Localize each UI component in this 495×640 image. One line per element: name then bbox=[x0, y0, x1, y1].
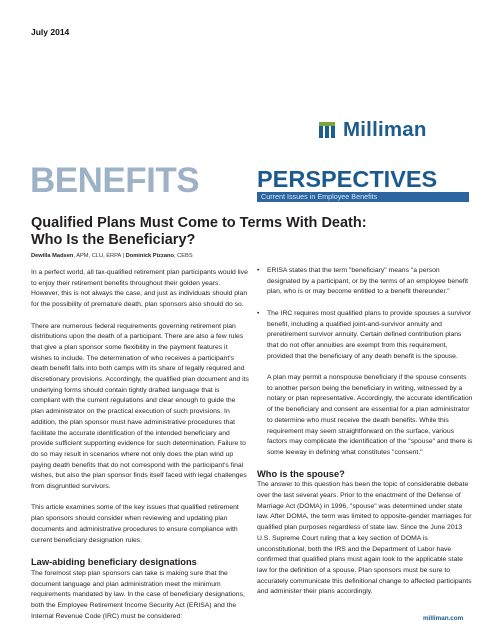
masthead-subtitle: Current Issues in Employee Benefits bbox=[261, 192, 378, 201]
masthead-perspectives: PERSPECTIVES bbox=[257, 166, 438, 192]
right-column bbox=[257, 266, 473, 609]
milliman-logo-icon bbox=[317, 118, 339, 140]
article-title-line1: Qualified Plans Must Come to Terms With Death: bbox=[31, 215, 367, 231]
paragraph: This article examines some of the key issues that qualified retirement plan sponsors should consider when reviewing and updating plan documents and administrative procedures to ensure compliance with current beneficiary designation rules. bbox=[31, 504, 239, 544]
article-title bbox=[31, 215, 471, 249]
bullet-text: ERISA states that the term "beneficiary" means "a person designated by a participant, or by the terms of an employee benefit plan, who is or may become entitled to a benefit thereunder." bbox=[267, 267, 469, 296]
bullet-icon: • bbox=[257, 309, 260, 317]
issue-date: July 2014 bbox=[31, 27, 70, 37]
author-1-name: Dewilla Madsen bbox=[31, 253, 74, 259]
author-2-credentials: , CEBS bbox=[173, 253, 193, 259]
author-2-name: Dominick Pizzano bbox=[125, 253, 174, 259]
bullet-item bbox=[257, 266, 473, 298]
paragraph: There are numerous federal requirements governing retirement plan distributions upon the death of a participant. There are also a few rules that give a plan sponsor some flexibility in the payment features it wishes to include. The determination of who receives a participant's death benefit falls into both camps with its share of legally required and discretionary provisions. Accordingly, the qualified plan document and its underlying forms should contain tightly drafted language that is compliant with the current regulations and clear enough to guide the plan administrator on the practical execution of such provisions. In addition, the plan sponsor must have administrative procedures that facilitate the accurate identification of the intended beneficiary and provide sufficient supporting evidence for such determination. Failure to do so may result in scenarios where not only does the plan wind up paying death benefits that do not correspond with the participant's final wishes, but also the plan sponsor finds itself faced with legal challenges from disgruntled survivors. bbox=[31, 322, 249, 491]
bullet-icon: • bbox=[257, 267, 260, 274]
article-title-line2: Who Is the Beneficiary? bbox=[31, 232, 196, 248]
bullet-text: The IRC requires most qualified plans to provide spouses a survivor benefit, including a qualified joint-and-survivor annuity and preretirement survivor annuity. Certain defined contribution plans that do not offer annuities are exempt from this requirement, provided that the beneficiary of any death benefit is the spouse. bbox=[267, 309, 472, 360]
left-column bbox=[31, 268, 249, 633]
footer-url[interactable]: milliman.com bbox=[423, 615, 464, 622]
paragraph: A plan may permit a nonspouse beneficiary if the spouse consents to another person being the beneficiary in writing, witnessed by a notary or plan representative. Accordingly, the accurate identification of the beneficiary and consent are essential for a plan administrator to determine who must receive the death benefits. While this requirement may seem straightforward on the surface, various factors may complicate the identification of the "spouse" and there is some leeway in defining what constitutes "consent." bbox=[267, 374, 473, 456]
section-heading: Who is the spouse? bbox=[257, 469, 345, 480]
bullet-item bbox=[257, 309, 473, 363]
paragraph: The foremost step plan sponsors can take is making sure that the document language and plan administration meet the minimum requirements mandated by law. In the case of beneficiary designations, both the Employee Retirement Income Security Act (ERISA) and the Internal Revenue Code (IRC) must be considered: bbox=[31, 569, 245, 620]
byline bbox=[31, 252, 193, 260]
author-1-credentials: , APM, CLU, ERPA | bbox=[73, 253, 126, 259]
section-heading: Law-abiding beneficiary designations bbox=[31, 556, 197, 567]
logo-wordmark: Milliman bbox=[343, 118, 427, 141]
paragraph: The answer to this question has been the topic of considerable debate over the last several years. Prior to the enactment of the Defense of Marriage Act (DOMA) in 1996, "spouse" was determined under state law. After DOMA, the term was limited to opposite-gender marriages for qualified plan purposes regardless of state law. Since the June 2013 U.S. Supreme Court ruling that a key section of DOMA is unconstitutional, both the IRS and the Department of Labor have confirmed that qualified plans must again look to the applicable state law for the definition of a spouse. Plan sponsors must be sure to accurately communicate this definitional change to affected participants and administer their plans accordingly. bbox=[257, 481, 472, 596]
paragraph: In a perfect world, all tax-qualified retirement plan participants would live to enjoy their retirement benefits throughout their golden years. However, this is not always the case, and just as individuals should plan for the possibility of premature death, plan sponsors also should do so. bbox=[31, 269, 248, 309]
masthead-benefits: BENEFITS bbox=[30, 161, 200, 200]
